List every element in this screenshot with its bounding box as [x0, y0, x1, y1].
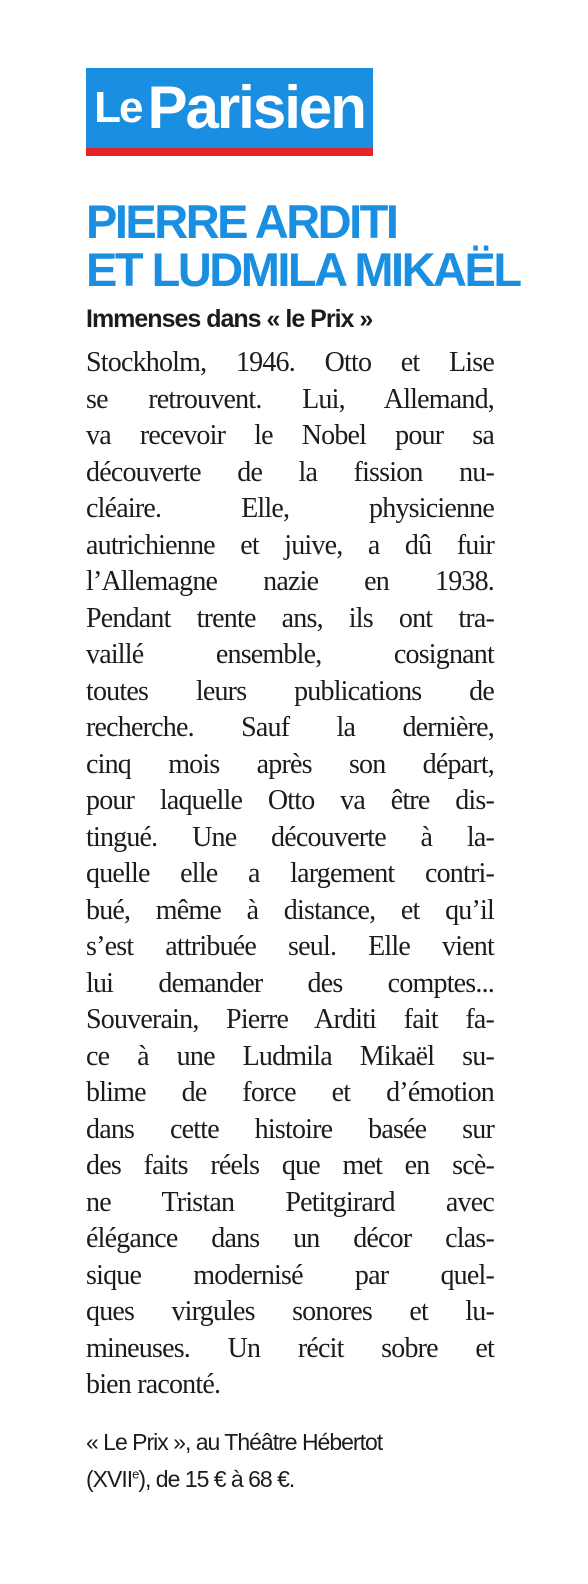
body-line: des faits réels que met en scè-	[86, 1150, 494, 1181]
body-line: ques virgules sonores et lu-	[86, 1296, 494, 1327]
body-line: Souverain, Pierre Arditi fait fa-	[86, 1004, 494, 1035]
logo-box	[86, 68, 373, 148]
headline-line: ET LUDMILA MIKAËL	[86, 243, 520, 296]
body-line: autrichienne et juive, a dû fuir	[86, 529, 494, 561]
subheadline: Immenses dans « le Prix »	[86, 305, 373, 333]
century-numeral: (XVII	[86, 1466, 133, 1492]
body-line: toutes leurs publications de	[86, 675, 494, 707]
body-line: recherche. Sauf la dernière,	[86, 712, 494, 743]
body-line: pour laquelle Otto va être dis-	[86, 785, 494, 816]
logo-name: Parisien	[147, 74, 365, 141]
show-info	[86, 1424, 526, 1498]
body-line: bien raconté.	[86, 1369, 221, 1400]
superscript: e	[132, 1466, 139, 1482]
body-line: ce à une Ludmila Mikaël su-	[86, 1040, 494, 1072]
body-line: mineuses. Un récit sobre et	[86, 1332, 494, 1364]
price-text: ), de 15 € à 68 €.	[138, 1466, 295, 1492]
body-line: dans cette histoire basée sur	[86, 1113, 494, 1145]
article-body	[86, 345, 494, 1404]
headline-line: PIERRE ARDITI	[86, 195, 397, 248]
show-info-line	[86, 1461, 526, 1498]
body-line: sique modernisé par quel-	[86, 1259, 494, 1291]
body-line: Stockholm, 1946. Otto et Lise	[86, 347, 494, 378]
body-line: Pendant trente ans, ils ont tra-	[86, 602, 494, 634]
body-line: vaillé ensemble, cosignant	[86, 639, 494, 670]
logo-prefix: Le	[94, 83, 142, 132]
body-line: élégance dans un décor clas-	[86, 1223, 494, 1254]
newspaper-logo	[86, 68, 373, 156]
headline	[86, 195, 566, 296]
body-line: quelle elle a largement contri-	[86, 858, 494, 889]
body-line: va recevoir le Nobel pour sa	[86, 420, 494, 451]
body-line: se retrouvent. Lui, Allemand,	[86, 383, 494, 415]
body-line: tingué. Une découverte à la-	[86, 821, 494, 853]
body-line: cinq mois après son départ,	[86, 748, 494, 780]
body-line: découverte de la fission nu-	[86, 456, 494, 488]
body-line: bué, même à distance, et qu’il	[86, 894, 494, 926]
show-info-line: « Le Prix », au Théâtre Hébertot	[86, 1429, 383, 1455]
body-line: lui demander des comptes...	[86, 967, 494, 999]
body-line: cléaire. Elle, physicienne	[86, 493, 494, 524]
body-line: ne Tristan Petitgirard avec	[86, 1186, 494, 1218]
body-line: s’est attribuée seul. Elle vient	[86, 931, 494, 962]
logo-red-rule	[86, 148, 373, 156]
body-line: blime de force et d’émotion	[86, 1077, 494, 1108]
body-line: l’Allemagne nazie en 1938.	[86, 566, 494, 597]
